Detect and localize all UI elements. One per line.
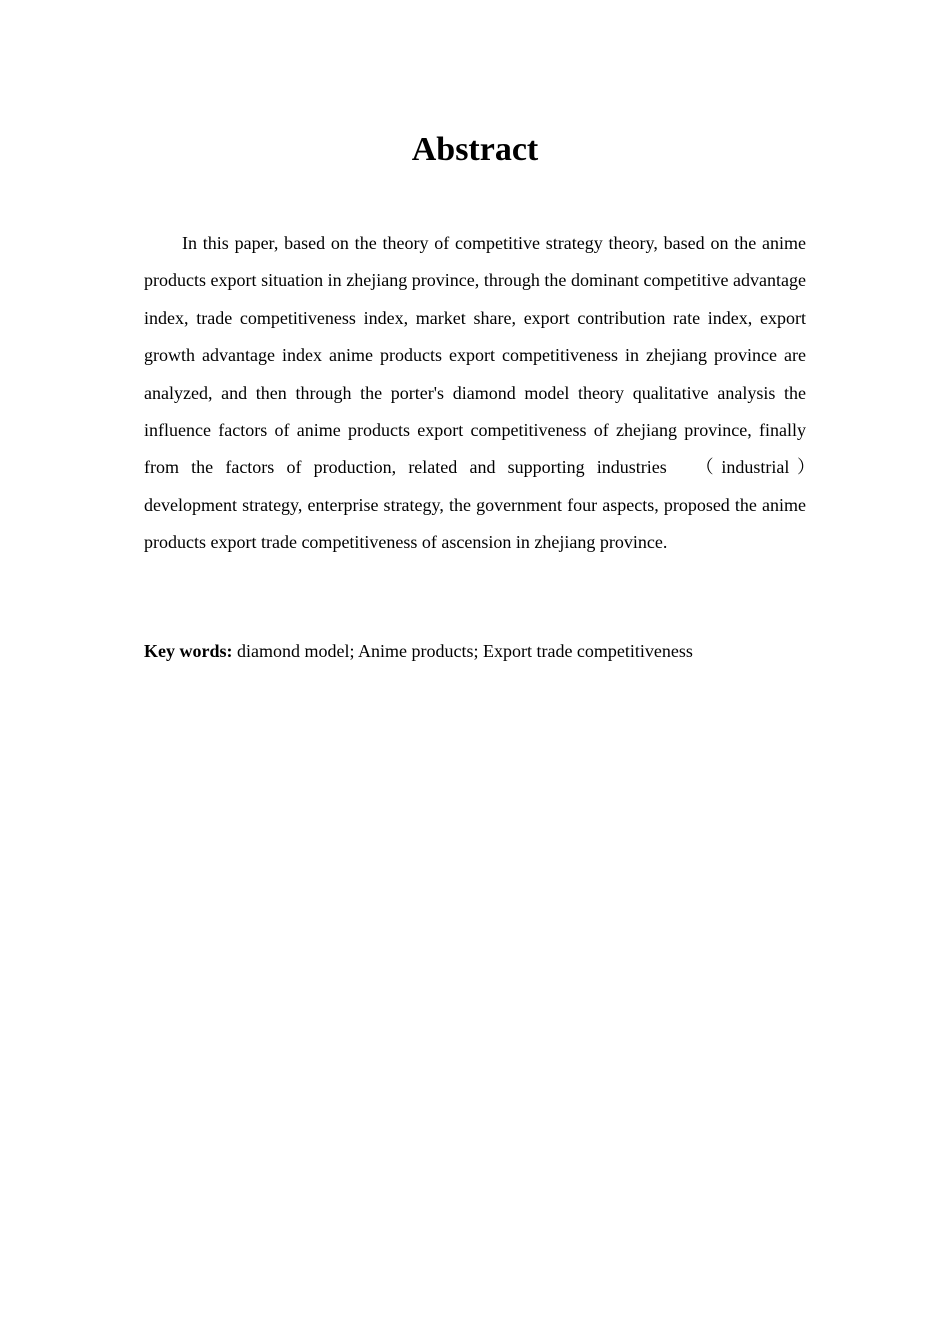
- keywords-text: diamond model; Anime products; Export trade competitiveness: [232, 641, 693, 661]
- page-title: Abstract: [411, 131, 539, 168]
- abstract-paragraph: In this paper, based on the theory of competitive strategy theory, based on the anime products export situation in zhejiang province, through the dominant competitive advantage index, trade competitiveness index, market share, export contribution rate index, export growth advantage index anime products export competitiveness in zhejiang province are analyzed, and then through the porter's diamond model theory qualitative analysis the influence factors of anime products export competitiveness of zhejiang province, finally from the factors of production, related and supporting industries （industrial） development strategy, enterprise strategy, the government four aspects, proposed the anime products export trade competitiveness of ascension in zhejiang province.: [144, 233, 824, 553]
- keywords-label: Key words:: [144, 641, 233, 661]
- keywords-line: [144, 634, 806, 668]
